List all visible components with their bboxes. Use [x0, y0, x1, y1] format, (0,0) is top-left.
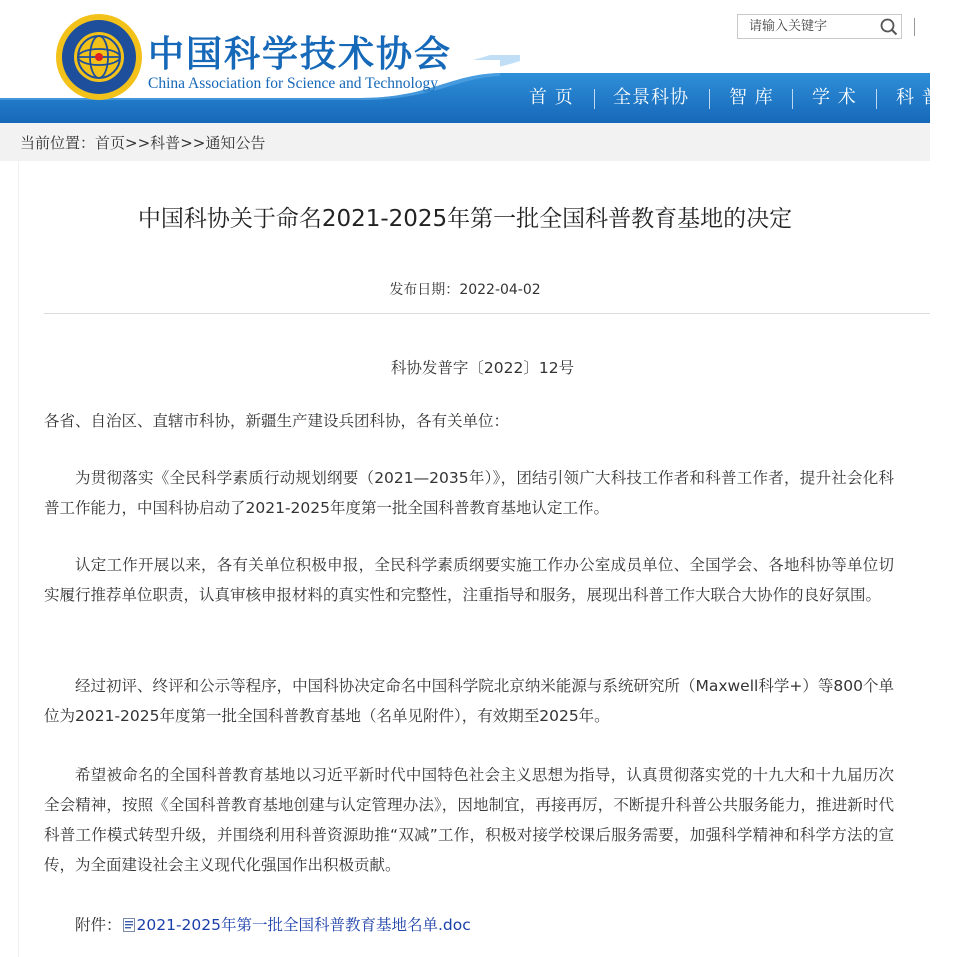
nav-separator: [876, 89, 877, 109]
publish-date-label: 发布日期：: [389, 282, 460, 298]
nav-item-think-tank[interactable]: 智 库: [729, 87, 774, 108]
paragraph: 经过初评、终评和公示等程序，中国科协决定命名中国科学院北京纳米能源与系统研究所（Maxwell科学+）等800个单位为2021-2025年度第一批全国科普教育基地（名单见附件），有效期至2025年。: [44, 677, 894, 725]
title-divider: [44, 313, 930, 314]
breadcrumb-home[interactable]: 首页: [95, 134, 126, 152]
logo-title-cn[interactable]: 中国科学技术协会: [148, 33, 453, 75]
nav-item-home[interactable]: 首 页: [529, 87, 574, 108]
breadcrumb-notices[interactable]: 通知公告: [205, 134, 266, 152]
doc-file-icon: [123, 918, 135, 932]
paragraph: 希望被命名的全国科普教育基地以习近平新时代中国特色社会主义思想为指导，认真贯彻落实党的十九大和十九届历次全会精神，按照《全国科普教育基地创建与认定管理办法》，因地制宜，再接再厉，不断提升科普公共服务能力，推进新时代科普工作模式转型升级，并围绕利用科普资源助推“双减”工作，积极对接学校课后服务需要，加强科学精神和科学方法的宣传，为全面建设社会主义现代化强国作出积极贡献。: [44, 766, 894, 874]
publish-date: [0, 279, 930, 299]
attachment-line: [44, 910, 894, 940]
top-separator: [914, 18, 915, 36]
nav-separator: [594, 89, 595, 109]
breadcrumb-separator: >>: [125, 134, 151, 152]
breadcrumb-bar: [0, 123, 930, 161]
article-title: 中国科协关于命名2021-2025年第一批全国科普教育基地的决定: [137, 206, 793, 232]
search-box: [737, 14, 902, 39]
nav-item-academic[interactable]: 学 术: [812, 87, 857, 108]
breadcrumb-separator: >>: [180, 134, 206, 152]
nav-item-overview[interactable]: 全景科协: [613, 87, 689, 108]
search-icon[interactable]: [880, 18, 898, 36]
attachment-link[interactable]: 2021-2025年第一批全国科普教育基地名单.doc: [136, 916, 471, 934]
document-number: 科协发普字〔2022〕12号: [390, 359, 575, 377]
publish-date-value: 2022-04-02: [459, 282, 541, 298]
nav-item-science-popularization[interactable]: 科 普: [896, 87, 941, 108]
paragraph: 为贯彻落实《全民科学素质行动规划纲要（2021—2035年）》，团结引领广大科技工作者和科普工作者，提升社会化科普工作能力，中国科协启动了2021-2025年度第一批全国科普教育基地认定工作。: [44, 469, 894, 517]
breadcrumb-kepu[interactable]: 科普: [150, 134, 181, 152]
salutation: 各省、自治区、直辖市科协，新疆生产建设兵团科协，各有关单位：: [44, 412, 510, 430]
breadcrumb-prefix: 当前位置：: [20, 134, 96, 152]
nav-separator: [709, 89, 710, 109]
search-input[interactable]: [738, 15, 873, 38]
nav-separator: [792, 89, 793, 109]
paragraph: 认定工作开展以来，各有关单位积极申报，全民科学素质纲要实施工作办公室成员单位、全国学会、各地科协等单位切实履行推荐单位职责，认真审核申报材料的真实性和完整性，注重指导和服务，展现出科普工作大联合大协作的良好氛围。: [44, 556, 894, 604]
attachment-label: 附件：: [75, 916, 122, 934]
breadcrumb: [20, 123, 265, 163]
logo-title-en[interactable]: China Association for Science and Technology: [148, 75, 439, 92]
main-nav: [0, 73, 941, 123]
